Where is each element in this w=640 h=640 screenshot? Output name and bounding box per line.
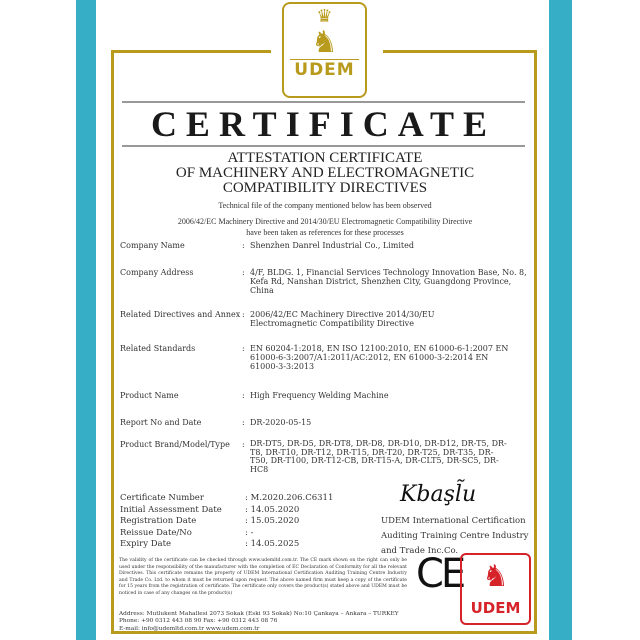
phone-line: Phone: +90 0312 443 08 90 Fax: +90 0312 443 08 76	[119, 618, 278, 625]
intro-line: 2006/42/EC Machinery Directive and 2014/30/EU Electromagnetic Compatibility Directive	[177, 217, 473, 226]
email-line: E-mail: info@udemltd.com.tr www.udem.com.tr	[119, 625, 260, 632]
udem-red-logo	[460, 553, 531, 625]
field-label: Report No and Date	[120, 418, 202, 427]
ce-mark-icon: CE	[416, 551, 464, 597]
field-value: High Frequency Welding Machine	[250, 391, 389, 400]
detail-label: Registration Date	[120, 516, 197, 526]
field-report: Report No and Date : DR-2020-05-15	[120, 418, 535, 427]
fine-print: The validity of the certificate can be checked through www.udemltd.com.tr. The CE mark shown on the right can only be used under the responsibility of the manufacturer with the completion of EC Declaration of Conformity for all the relevant Directives. This certificate remains the property of UDEM International Certification Auditing Training Centre Industry and Trade Co. Ltd. to whom it must be returned upon request. The above named firm must keep a copy of the certificate for 15 years from the registration of certificate. The certificate only covers the product(s) stated above and UDEM must be noticed in case of any changes on the product(s)	[119, 558, 407, 596]
signature: Kbaşl̃u	[400, 482, 477, 507]
issuer-line: and Trade Inc.Co.	[381, 546, 459, 556]
field-value: Shenzhen Danrel Industrial Co., Limited	[250, 241, 414, 250]
frame-top-right	[383, 50, 537, 53]
subtitle-line: COMPATIBILITY DIRECTIVES	[222, 180, 428, 196]
certificate-title: CERTIFICATE	[150, 104, 497, 144]
detail-value: : 14.05.2025	[245, 539, 300, 549]
lion-icon: ♞	[482, 559, 509, 594]
logo-text: UDEM	[290, 59, 359, 80]
detail-value: : -	[245, 527, 254, 538]
field-company-address: Company Address : 4/F, BLDG. 1, Financial Services Technology Innovation Base, No. 8, Kefa Rd, Nanshan District, Shenzhen City, Guangdong Province, China	[120, 268, 535, 295]
subtitle-line: OF MACHINERY AND ELECTROMAGNETIC	[175, 165, 475, 181]
field-label: Product Brand/Model/Type	[120, 440, 230, 449]
udem-logo	[282, 2, 367, 98]
detail-value: : M.2020.206.C6311	[245, 493, 334, 503]
divider	[122, 145, 525, 147]
address-line: Address: Mutlukent Mahallesi 2073 Sokak (Eski 93 Sokak) No:10 Çankaya – Ankara – TURKEY	[119, 611, 399, 617]
subtitle-line: ATTESTATION CERTIFICATE	[227, 150, 423, 166]
field-label: Company Name	[120, 241, 185, 250]
certificate-details	[120, 493, 333, 551]
field-value: DR-2020-05-15	[250, 418, 312, 427]
field-models: Product Brand/Model/Type : DR-DT5, DR-D5, DR-DT8, DR-D8, DR-D10, DR-D12, DR-T5, DR-T8, DR-T10, DR-T12, DR-T15, DR-T20, DR-T25, DR-T35, DR-T50, DR-T100, DR-T12-CB, DR-T15-A, DR-CLT5, DR-SC5, DR-HC8	[120, 440, 510, 474]
detail-label: Expiry Date	[120, 539, 172, 549]
intro-line: Technical file of the company mentioned below has been observed	[218, 201, 432, 210]
left-border-band	[76, 0, 96, 640]
field-label: Related Directives and Annex	[120, 310, 241, 319]
field-directives: Related Directives and Annex : 2006/42/EC Machinery Directive 2014/30/EU Electromagnetic Compatibility Directive	[120, 310, 450, 328]
lion-icon: ♞	[311, 25, 338, 60]
divider	[122, 101, 525, 103]
field-value: 2006/42/EC Machinery Directive 2014/30/EU Electromagnetic Compatibility Directive	[250, 310, 435, 328]
crown-icon: ♛	[316, 6, 333, 27]
field-product-name: Product Name : High Frequency Welding Machine	[120, 391, 535, 400]
field-value: 4/F, BLDG. 1, Financial Services Technology Innovation Base, No. 8, Kefa Rd, Nanshan District, Shenzhen City, Guangdong Province, China	[250, 268, 527, 295]
field-label: Related Standards	[120, 344, 196, 353]
frame-top-left	[111, 50, 271, 53]
detail-value: : 14.05.2020	[245, 504, 300, 515]
intro-line: have been taken as references for these processes	[246, 228, 404, 237]
detail-label: Reissue Date/No	[120, 527, 192, 538]
detail-label: Certificate Number	[120, 493, 204, 503]
issuer-line: Auditing Training Centre Industry	[381, 531, 529, 541]
field-label: Product Name	[120, 391, 179, 400]
field-standards: Related Standards : EN 60204-1:2018, EN ISO 12100:2010, EN 61000-6-1:2007 EN 61000-6-3:2007/A1:2011/AC:2012, EN 61000-3-2:2014 EN 61000-3-3:2013	[120, 344, 515, 371]
contact-block	[119, 611, 399, 633]
right-border-band	[549, 0, 572, 640]
field-label: Company Address	[120, 268, 194, 277]
detail-label: Initial Assessment Date	[120, 504, 222, 515]
logo-text: UDEM	[462, 599, 529, 617]
field-value: EN 60204-1:2018, EN ISO 12100:2010, EN 61000-6-1:2007 EN 61000-6-3:2007/A1:2011/AC:2012, EN 61000-3-2:2014 EN 61000-3-3:2013	[250, 344, 509, 371]
issuer-line: UDEM International Certification	[381, 516, 526, 526]
detail-value: : 15.05.2020	[245, 516, 300, 526]
field-company-name: Company Name : Shenzhen Danrel Industrial Co., Limited	[120, 241, 535, 250]
field-value: DR-DT5, DR-D5, DR-DT8, DR-D8, DR-D10, DR-D12, DR-T5, DR-T8, DR-T10, DR-T12, DR-T15, DR-T20, DR-T25, DR-T35, DR-T50, DR-T100, DR-T12-CB, DR-T15-A, DR-CLT5, DR-SC5, DR-HC8	[250, 439, 507, 474]
